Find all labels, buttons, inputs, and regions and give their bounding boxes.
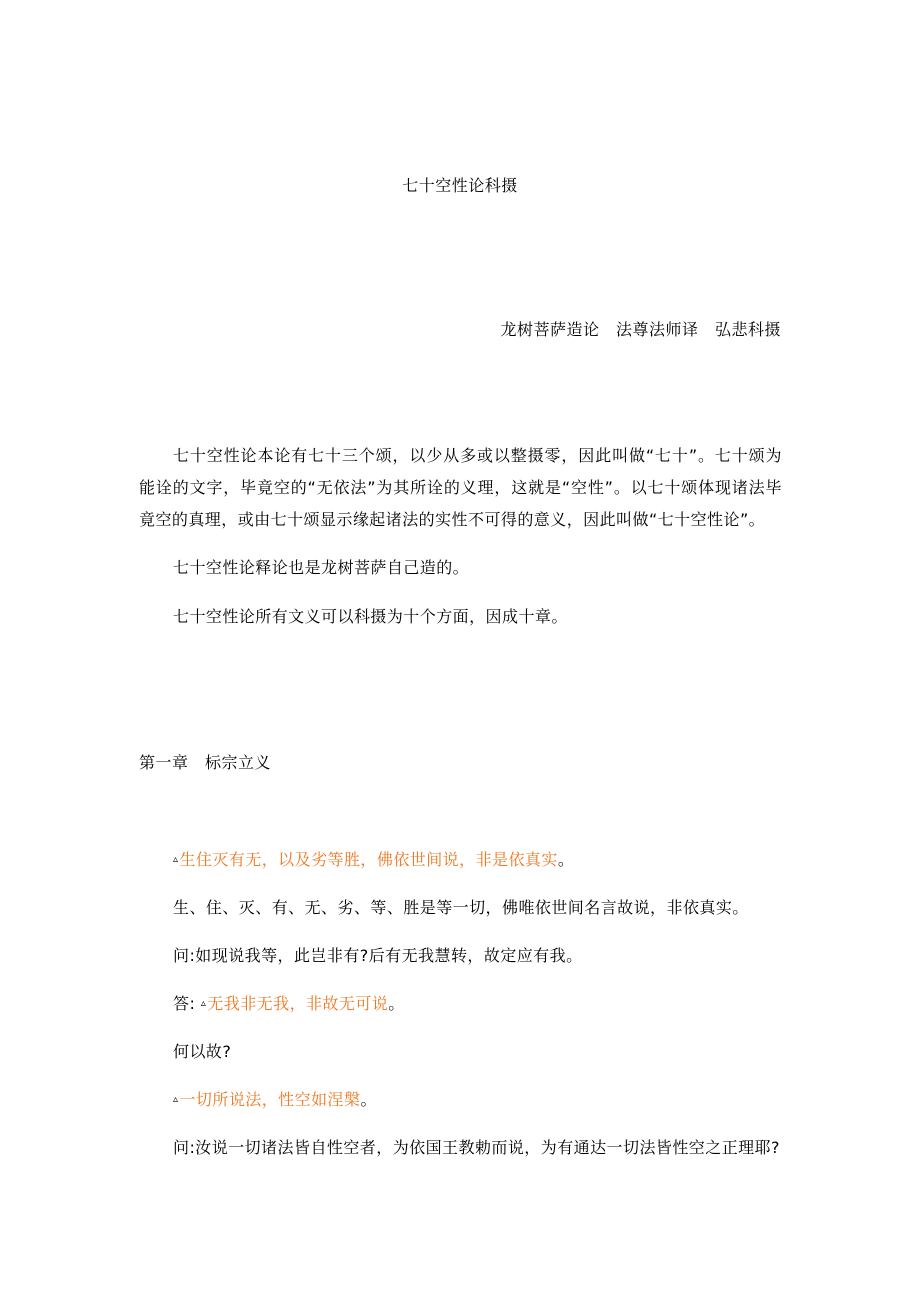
question-line: 问:如现说我等，此岂非有?后有无我慧转，故定应有我。 bbox=[173, 946, 583, 965]
answer-verse-line bbox=[173, 993, 780, 1015]
verse-text: 生住灭有无，以及劣等胜，佛依世间说，非是依真实 bbox=[179, 850, 558, 869]
chapter-body bbox=[173, 849, 780, 1185]
intro-paragraph: 七十空性论释论也是龙树菩萨自己造的。 bbox=[173, 558, 470, 577]
chapter-heading: 第一章 标宗立义 bbox=[139, 753, 272, 772]
intro-paragraph: 七十空性论本论有七十三个颂，以少从多或以整摄零，因此叫做“七十”。七十颂为能诠的文字，毕竟空的“无依法”为其所诠的义理，这就是“空性”。以七十颂体现诸法毕竟空的真理，或由七十颂显示缘起诸法的实性不可得的意义，因此叫做“七十空性论”。 bbox=[139, 446, 782, 529]
introduction-section bbox=[139, 440, 782, 650]
question-line: 何以故? bbox=[173, 1042, 232, 1061]
verse-suffix: 。 bbox=[388, 994, 405, 1013]
verse-line bbox=[173, 1089, 780, 1111]
verse-suffix: 。 bbox=[360, 1090, 377, 1109]
triangle-marker-icon: ▵ bbox=[200, 998, 207, 1009]
triangle-marker-icon: ▵ bbox=[173, 854, 179, 865]
author-byline: 龙树菩萨造论 法尊法师译 弘悲科摄 bbox=[500, 320, 781, 339]
intro-paragraph: 七十空性论所有文义可以科摄为十个方面，因成十章。 bbox=[173, 607, 568, 626]
verse-suffix: 。 bbox=[557, 850, 575, 869]
commentary-line: 生、住、灭、有、无、劣、等、胜是等一切，佛唯依世间名言故说，非依真实。 bbox=[173, 898, 749, 917]
verse-text: 无我非无我，非故无可说 bbox=[207, 994, 389, 1013]
question-line: 问:汝说一切诸法皆自性空者，为依国王教勅而说，为有通达一切法皆性空之正理耶? bbox=[173, 1138, 780, 1157]
verse-line bbox=[173, 849, 780, 871]
answer-prefix: 答: bbox=[173, 994, 201, 1013]
triangle-marker-icon: ▵ bbox=[173, 1094, 179, 1105]
verse-text: 一切所说法，性空如涅槃 bbox=[179, 1090, 361, 1109]
document-title: 七十空性论科摄 bbox=[402, 176, 518, 195]
